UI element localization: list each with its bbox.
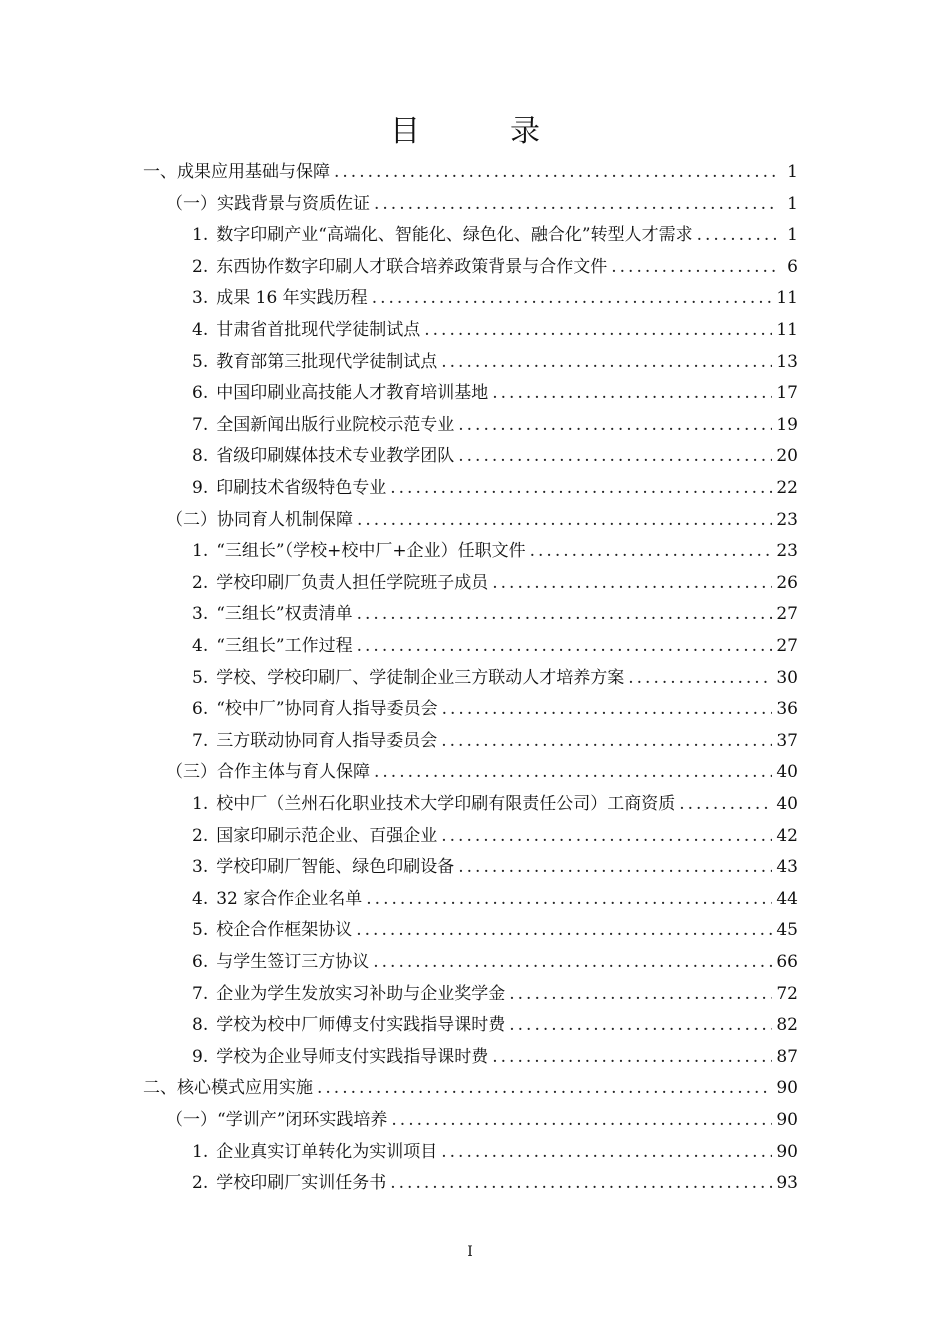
toc-entry-page: 87	[776, 1046, 798, 1067]
toc-entry-page: 72	[776, 983, 798, 1004]
toc-entry-page: 1	[787, 225, 798, 246]
toc-entry-page: 37	[776, 730, 798, 751]
toc-dot-leader	[458, 857, 772, 877]
toc-dot-leader	[679, 794, 772, 814]
toc-dot-leader	[628, 668, 772, 688]
toc-entry-page: 44	[776, 888, 798, 909]
toc-entry-title: 学校为企业导师支付实践指导课时费	[216, 1046, 489, 1067]
toc-entry[interactable]	[192, 693, 798, 725]
toc-dot-leader	[374, 194, 776, 214]
toc-entry[interactable]	[192, 440, 798, 472]
toc-dot-leader	[424, 320, 772, 340]
toc-entry-page: 23	[776, 509, 798, 530]
toc-dot-leader	[390, 1173, 772, 1193]
toc-entry[interactable]	[143, 156, 798, 188]
toc-dot-leader	[372, 288, 773, 308]
toc-dot-leader	[391, 1110, 772, 1130]
toc-entry[interactable]	[192, 914, 798, 946]
toc-entry-page: 11	[776, 288, 798, 309]
toc-entry-page: 40	[776, 794, 798, 814]
toc-entry-number: 5.	[192, 351, 209, 372]
toc-entry-title: （二）协同育人机制保障	[166, 509, 353, 530]
toc-dot-leader	[509, 1015, 772, 1035]
toc-dot-leader	[492, 1047, 772, 1067]
toc-entry-number: 8.	[192, 446, 209, 467]
toc-entry-number: 9.	[192, 1046, 209, 1067]
toc-entry-title: 中国印刷业高技能人才教育培训基地	[216, 383, 489, 404]
toc-entry-title: （一）实践背景与资质佐证	[166, 193, 370, 214]
toc-entry-title: 校中厂（兰州石化职业技术大学印刷有限责任公司）工商资质	[216, 794, 676, 814]
toc-entry[interactable]	[143, 1072, 798, 1104]
toc-dot-leader	[611, 257, 776, 277]
toc-entry-page: 45	[776, 920, 798, 941]
toc-entry-number: 6.	[192, 383, 209, 404]
toc-entry[interactable]	[192, 1041, 798, 1073]
toc-dot-leader	[357, 510, 772, 530]
toc-entry-number: 7.	[192, 414, 209, 435]
toc-entry-number: 5.	[192, 667, 209, 688]
toc-dot-leader	[356, 920, 772, 940]
toc-entry[interactable]	[192, 377, 798, 409]
toc-entry-number: 2.	[192, 572, 209, 593]
toc-entry-number: 4.	[192, 888, 209, 909]
toc-dot-leader	[697, 225, 776, 245]
toc-entry-page: 1	[787, 162, 798, 182]
toc-entry-title: 数字印刷产业“高端化、智能化、绿色化、融合化”转型人才需求	[216, 225, 693, 246]
toc-entry[interactable]	[192, 662, 798, 694]
toc-entry-title: （一）“学训产”闭环实践培养	[166, 1110, 388, 1130]
toc-entry-number: 6.	[192, 952, 209, 972]
toc-entry-title: 教育部第三批现代学徒制试点	[216, 351, 438, 372]
toc-entry-title: 一、成果应用基础与保障	[143, 162, 330, 182]
toc-entry-page: 90	[776, 1110, 798, 1130]
toc-entry-number: 6.	[192, 699, 209, 720]
toc-entry[interactable]	[192, 630, 798, 662]
toc-entry[interactable]	[192, 314, 798, 346]
toc-entry-number: 1.	[192, 541, 209, 562]
toc-entry-page: 43	[776, 857, 798, 878]
toc-dot-leader	[334, 162, 776, 182]
toc-dot-leader	[357, 604, 773, 624]
toc-entry-number: 4.	[192, 320, 209, 340]
toc-entry-number: 9.	[192, 478, 209, 498]
toc-entry[interactable]	[192, 409, 798, 441]
toc-entry-page: 1	[787, 193, 798, 214]
toc-entry[interactable]	[192, 567, 798, 599]
toc-entry-number: 7.	[192, 983, 209, 1004]
toc-entry-title: 学校印刷厂实训任务书	[216, 1173, 387, 1194]
toc-entry-page: 40	[776, 762, 798, 783]
toc-dot-leader	[458, 446, 772, 466]
toc-entry-title: 全国新闻出版行业院校示范专业	[216, 414, 455, 435]
toc-entry-title: 校企合作框架协议	[216, 920, 353, 941]
toc-entry[interactable]	[192, 820, 798, 852]
toc-entry[interactable]	[192, 851, 798, 883]
toc-entry-number: 3.	[192, 604, 209, 625]
toc-entry[interactable]	[192, 725, 798, 757]
toc-entry-number: 3.	[192, 288, 209, 309]
toc-entry-page: 36	[776, 699, 798, 720]
toc-dot-leader	[492, 573, 772, 593]
toc-entry-title: 省级印刷媒体技术专业教学团队	[216, 446, 455, 467]
toc-dot-leader	[357, 636, 773, 656]
toc-entry[interactable]	[166, 188, 798, 220]
toc-entry[interactable]	[192, 282, 798, 314]
toc-dot-leader	[441, 352, 772, 372]
toc-entry-page: 19	[776, 414, 798, 435]
toc-entry-page: 11	[776, 320, 798, 340]
toc-entry-title: 成果 16 年实践历程	[216, 288, 368, 309]
toc-entry-title: 企业真实订单转化为实训项目	[216, 1141, 438, 1162]
toc-entry-page: 6	[787, 256, 798, 277]
toc-dot-leader	[530, 541, 773, 561]
toc-entry-title: 二、核心模式应用实施	[143, 1078, 313, 1099]
toc-entry-title: 与学生签订三方协议	[216, 952, 370, 972]
toc-entry[interactable]	[192, 219, 798, 251]
toc-entry-number: 2.	[192, 825, 209, 846]
toc-entry-title: 32 家合作企业名单	[216, 888, 363, 909]
toc-entry-page: 93	[776, 1173, 798, 1194]
toc-entry[interactable]	[192, 883, 798, 915]
toc-entry-number: 1.	[192, 225, 209, 246]
toc-entry[interactable]	[192, 946, 798, 978]
toc-entry-title: 东西协作数字印刷人才联合培养政策背景与合作文件	[216, 256, 608, 277]
toc-entry-number: 1.	[192, 1141, 209, 1162]
page-title: 目 录	[390, 114, 570, 149]
toc-entry-title: 学校为校中厂师傅支付实践指导课时费	[216, 1015, 506, 1036]
toc-dot-leader	[441, 731, 772, 751]
toc-dot-leader	[366, 889, 772, 909]
toc-dot-leader	[492, 383, 772, 403]
toc-entry-number: 7.	[192, 730, 209, 751]
toc-entry-page: 42	[776, 825, 798, 846]
toc-entry-number: 4.	[192, 636, 209, 656]
toc-entry-page: 27	[776, 604, 798, 625]
toc-entry-title: 甘肃省首批现代学徒制试点	[216, 320, 421, 340]
toc-entry[interactable]	[192, 251, 798, 283]
toc-dot-leader	[390, 478, 772, 498]
toc-entry[interactable]	[166, 756, 798, 788]
toc-entry-page: 23	[776, 541, 798, 562]
toc-dot-leader	[458, 415, 772, 435]
toc-entry-page: 30	[776, 667, 798, 688]
toc-entry-page: 82	[776, 1015, 798, 1036]
toc-entry[interactable]	[192, 598, 798, 630]
toc-entry[interactable]	[192, 788, 798, 820]
toc-entry-page: 27	[776, 636, 798, 656]
toc-entry-title: 国家印刷示范企业、百强企业	[216, 825, 438, 846]
toc-entry-title: “三组长”权责清单	[216, 604, 353, 625]
toc-dot-leader	[441, 826, 772, 846]
toc-entry[interactable]	[192, 472, 798, 504]
toc-entry[interactable]	[192, 978, 798, 1010]
toc-dot-leader	[442, 699, 773, 719]
toc-entry-page: 90	[776, 1078, 798, 1099]
toc-entry-title: 三方联动协同育人指导委员会	[216, 730, 438, 751]
toc-entry-page: 17	[776, 383, 798, 404]
page-number: I	[467, 1244, 473, 1260]
toc-entry-title: 学校印刷厂负责人担任学院班子成员	[216, 572, 489, 593]
toc-entry-page: 26	[776, 572, 798, 593]
toc-entry-title: “三组长”（学校+校中厂+企业）任职文件	[216, 541, 526, 562]
toc-dot-leader	[373, 952, 772, 972]
toc-entry[interactable]	[166, 504, 798, 536]
toc-dot-leader	[509, 984, 772, 1004]
toc-entry[interactable]	[166, 1104, 798, 1136]
toc-entry-title: “校中厂”协同育人指导委员会	[216, 699, 438, 720]
toc-entry-number: 2.	[192, 1173, 209, 1194]
toc-entry[interactable]	[192, 1009, 798, 1041]
toc-entry-title: “三组长”工作过程	[216, 636, 353, 656]
toc-entry-number: 3.	[192, 857, 209, 878]
toc-dot-leader	[317, 1078, 772, 1098]
toc-entry-page: 20	[776, 446, 798, 467]
toc-entry[interactable]	[192, 346, 798, 378]
toc-entry-page: 90	[776, 1141, 798, 1162]
toc-entry-number: 2.	[192, 256, 209, 277]
toc-entry-title: 学校、学校印刷厂、学徒制企业三方联动人才培养方案	[216, 667, 625, 688]
toc-entry-title: 企业为学生发放实习补助与企业奖学金	[216, 983, 506, 1004]
toc-entry-number: 5.	[192, 920, 209, 941]
toc-entry-page: 22	[776, 478, 798, 498]
toc-entry[interactable]	[192, 1167, 798, 1199]
toc-entry-title: 印刷技术省级特色专业	[216, 478, 387, 498]
toc-dot-leader	[441, 1142, 772, 1162]
toc-entry-title: 学校印刷厂智能、绿色印刷设备	[216, 857, 455, 878]
toc-dot-leader	[374, 762, 772, 782]
toc-entry-page: 13	[776, 351, 798, 372]
toc-entry[interactable]	[192, 1136, 798, 1168]
toc-entry-page: 66	[776, 952, 798, 972]
toc-entry[interactable]	[192, 535, 798, 567]
toc-entry-number: 1.	[192, 794, 209, 814]
toc-entry-number: 8.	[192, 1015, 209, 1036]
toc-entry-title: （三）合作主体与育人保障	[166, 762, 370, 783]
